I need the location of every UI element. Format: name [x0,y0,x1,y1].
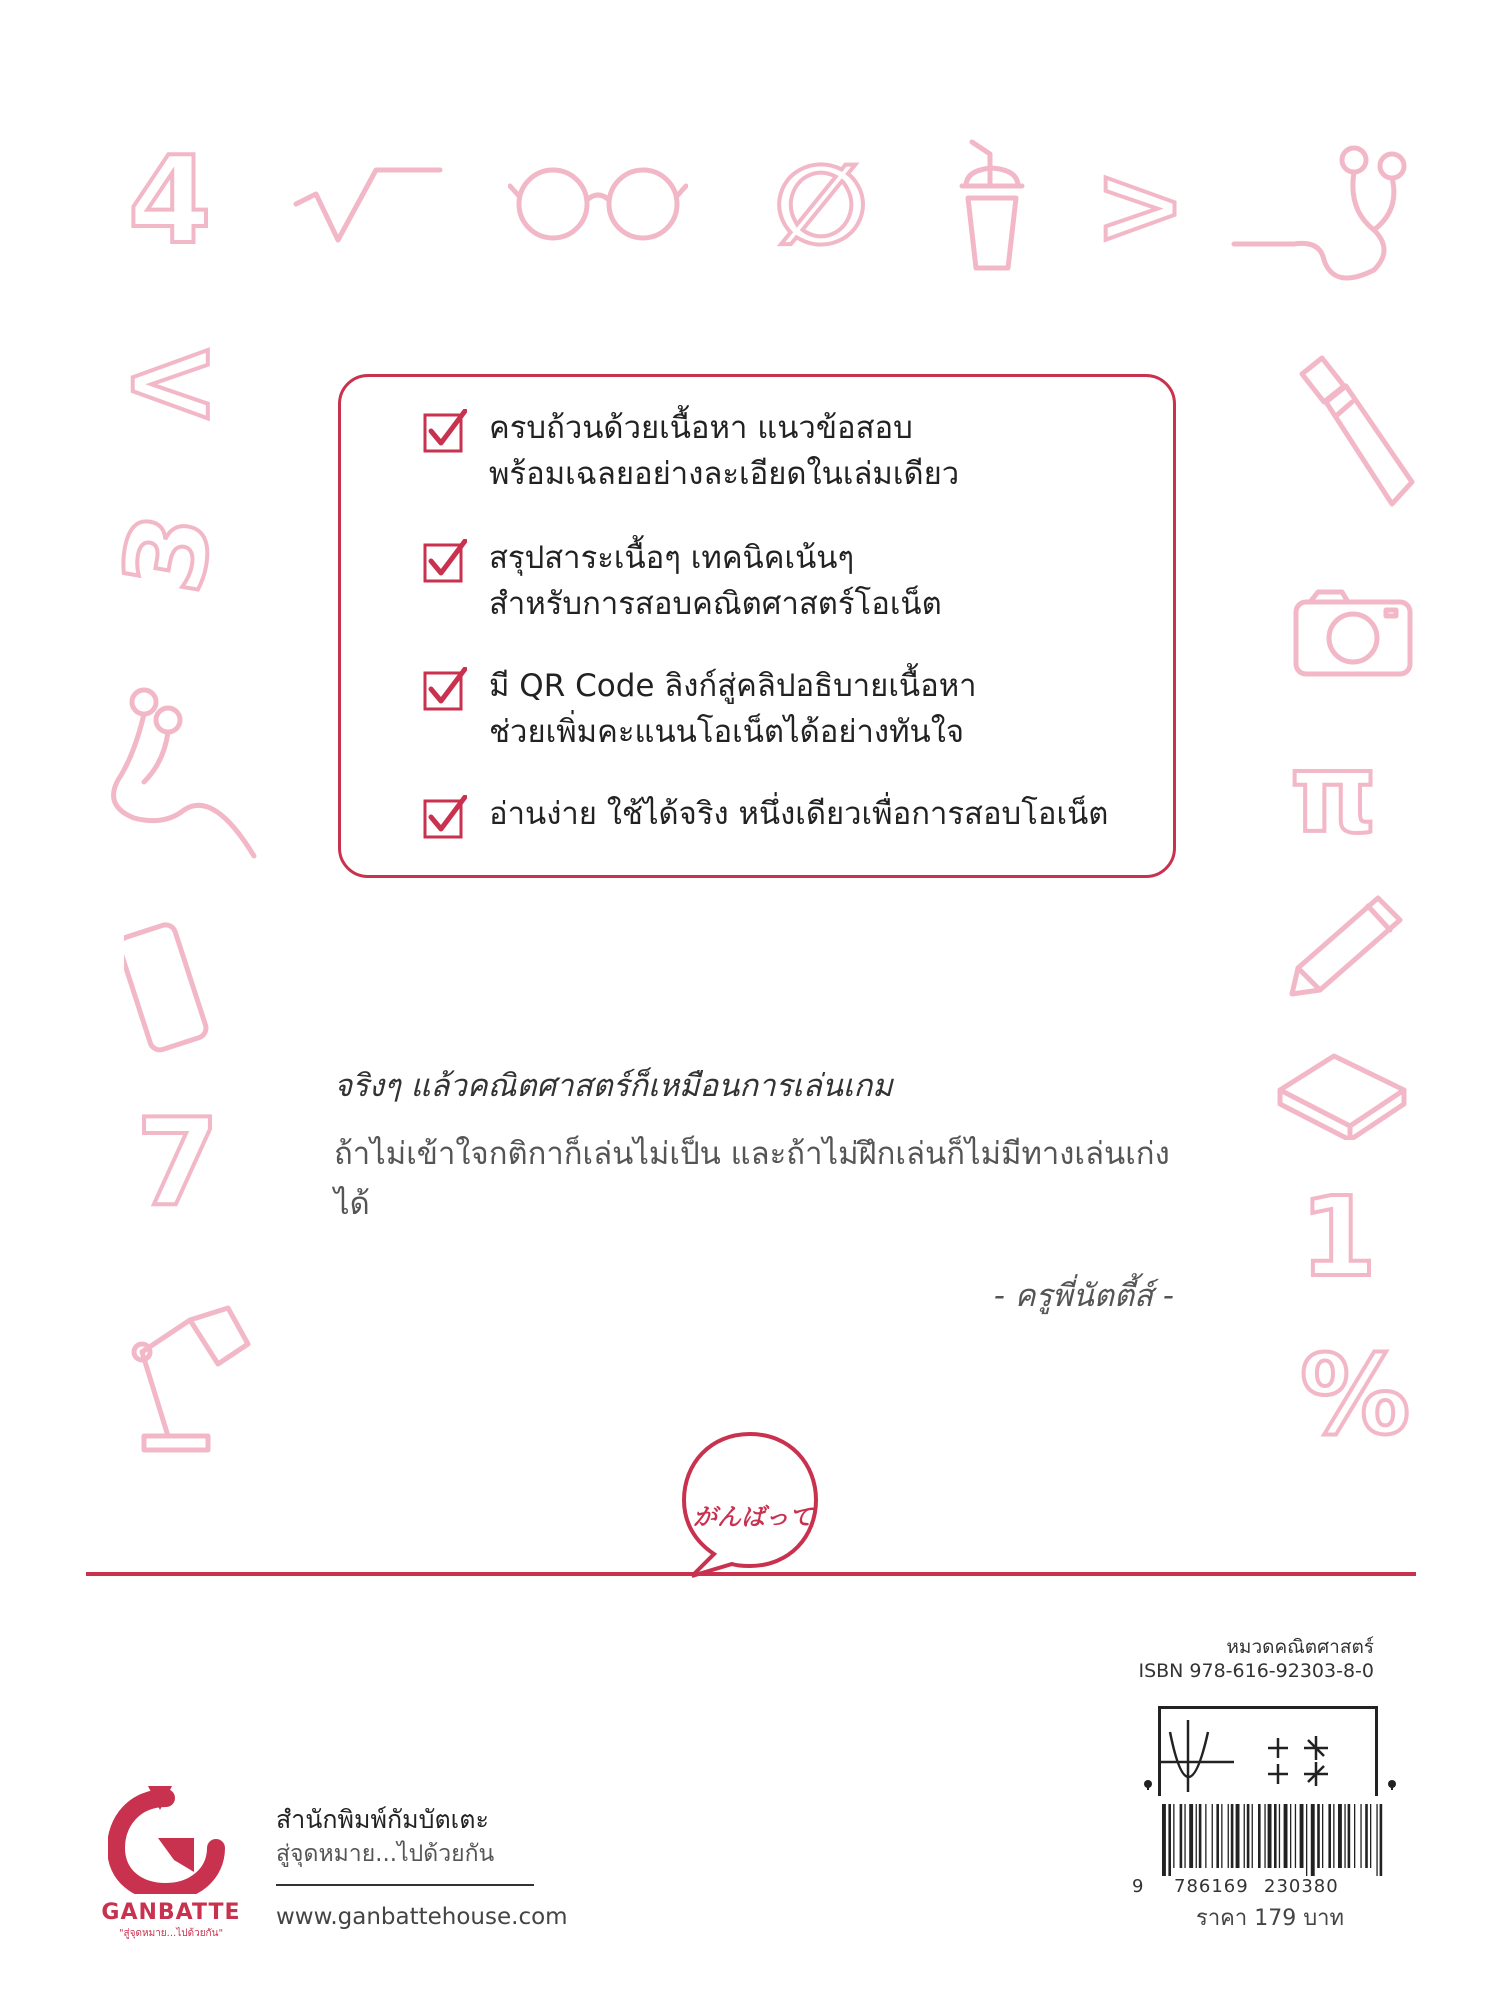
pencil-doodle-icon [1288,890,1408,1000]
book-category: หมวดคณิตศาสตร์ [1226,1636,1374,1658]
publisher-name: สำนักพิมพ์กัมบัตเตะ [276,1805,489,1834]
feature-box [338,374,1176,878]
barcode-bar [1268,1804,1272,1868]
barcode-bar [1180,1804,1183,1868]
barcode-bar [1284,1804,1288,1868]
barcode-bar [1348,1804,1351,1868]
quote-line-1: จริงๆ แล้วคณิตศาสตร์ก็เหมือนการเล่นเกม [334,1068,893,1104]
quote-block [334,1060,1194,1320]
doodle-number-3: 3 [98,504,238,602]
checkbox-check-icon [423,667,467,711]
quote-line-2: ถ้าไม่เข้าใจกติกาก็เล่นไม่เป็น และถ้าไม่ฝึกเล่นก็ไม่มีทางเล่นเก่งได้ [334,1136,1170,1222]
barcode-bar [1376,1804,1377,1876]
book-doodle-icon [1274,1050,1410,1140]
feature-text: มี QR Code ลิงก์สู่คลิปอธิบายเนื้อหา ช่วยเพิ่มคะแนนโอเน็ตได้อย่างทันใจ [489,668,977,750]
barcode-bar [1365,1804,1368,1868]
phone-doodle-icon [124,918,234,1068]
feature-text: ครบถ้วนด้วยเนื้อหา แนวข้อสอบ พร้อมเฉลยอย่างละเอียดในเล่มเดียว [489,410,960,492]
barcode-bar [1252,1804,1253,1868]
barcode-bar [1333,1804,1334,1868]
barcode-bar [1184,1804,1185,1868]
feature-text: อ่านง่าย ใช้ได้จริง หนึ่งเดียวเพื่อการสอบโอเน็ต [489,796,1109,832]
square-root-doodle-icon [290,160,450,250]
barcode-bar [1274,1804,1277,1868]
barcode-bar [1317,1804,1320,1868]
barcode-bar [1231,1804,1234,1868]
barcode-bar [1247,1804,1250,1868]
barcode-bar [1295,1804,1296,1868]
barcode-bar [1344,1804,1345,1868]
barcode-bar [1228,1804,1229,1868]
isbn-text: ISBN 978-616-92303-8-0 [1138,1660,1374,1682]
barcode-bar [1300,1804,1304,1868]
barcode-bar [1311,1804,1315,1876]
barcode-digits-mid: 786169 [1174,1876,1249,1897]
earphones-left-doodle-icon [104,686,264,866]
barcode-bar [1360,1804,1361,1868]
highlighter-doodle-icon [1292,354,1422,514]
barcode-bar [1370,1804,1371,1868]
barcode-image [1138,1712,1400,1882]
barcode-bar [1212,1804,1213,1868]
publisher-divider [276,1884,534,1886]
barcode-digits-right: 230380 [1264,1876,1339,1897]
publisher-slogan: สู่จุดหมาย...ไปด้วยกัน [276,1841,495,1867]
barcode-bar [1290,1804,1291,1868]
feature-text: สรุปสาระเนื้อๆ เทคนิคเน้นๆ สำหรับการสอบคณิตศาสตร์โอเน็ต [489,540,942,622]
doodle-number-4: 4 [128,132,212,271]
barcode-bar [1162,1804,1166,1876]
barcode-bar [1216,1804,1219,1868]
earphones-doodle-icon [1224,140,1414,290]
barcode-bar [1244,1804,1245,1868]
barcode-bar [1196,1804,1197,1868]
doodle-number-1: 1 [1300,1173,1377,1301]
barcode-bar [1199,1804,1202,1868]
ganbatte-logo [108,1784,226,1894]
barcode-bar [1258,1804,1261,1868]
checkbox-check-icon [423,409,467,453]
checkbox-check-icon [423,795,467,839]
drink-cup-doodle-icon [952,134,1032,274]
barcode-bar [1328,1804,1331,1868]
barcode-bar [1322,1804,1323,1868]
brand-tagline: "สู่จุดหมาย...ไปด้วยกัน" [118,1928,224,1939]
glasses-doodle-icon [508,156,688,246]
doodle-percent: % [1300,1331,1411,1459]
barcode-bar [1205,1804,1206,1868]
quote-author: - ครูพี่นัตตี้ส์ - [993,1278,1174,1314]
barcode-bar [1173,1804,1174,1868]
barcode-bar [1354,1804,1355,1868]
barcode-bar [1380,1804,1383,1876]
barcode-bar [1279,1804,1280,1868]
barcode-bar [1189,1804,1193,1868]
doodle-number-7: 7 [136,1094,220,1233]
barcode-bar [1264,1804,1265,1868]
barcode-bar [1168,1804,1171,1876]
brand-name: GANBATTE [101,1900,241,1925]
book-price: ราคา 179 บาท [1196,1906,1345,1931]
barcode-bar [1338,1804,1342,1868]
desk-lamp-doodle-icon [128,1300,258,1460]
doodle-less-than: < [120,312,221,451]
checkbox-check-icon [423,539,467,583]
barcode-bar [1306,1804,1307,1876]
barcode-bar [1236,1804,1240,1868]
publisher-url[interactable]: www.ganbattehouse.com [276,1904,568,1930]
barcode-digit-left: 9 [1132,1876,1144,1897]
camera-doodle-icon [1290,588,1416,678]
doodle-pi: π [1290,729,1378,857]
speech-bubble-text: がんばって [693,1503,813,1531]
doodle-empty-set: ∅ [774,141,869,269]
doodle-greater-than: > [1094,141,1187,269]
barcode-bar [1221,1804,1222,1868]
